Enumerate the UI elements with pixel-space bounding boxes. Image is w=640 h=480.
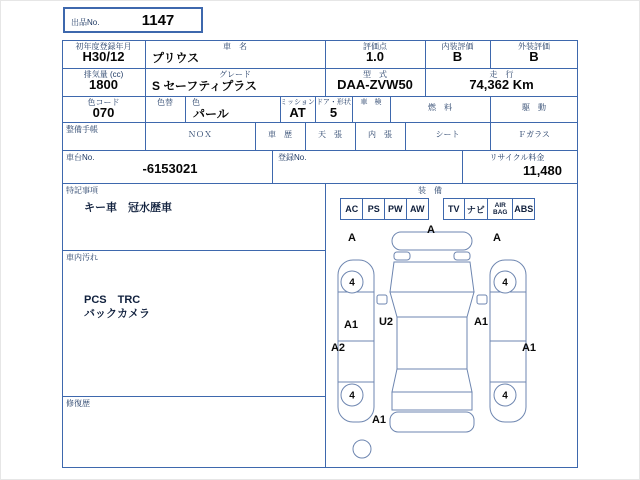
equipment-airbag: AIR BAG [487,199,512,219]
color-change-label: 色替 [157,98,173,107]
transmission-value: AT [289,105,306,120]
windshield [390,292,474,317]
car-name-value: プリウス [152,51,200,65]
headliner-label: 天 張 [318,130,342,139]
front-glass-label: Ｆガラス [518,130,550,139]
equipment-ac: AC [345,204,359,214]
registration-no-label: 登録No. [278,153,307,162]
car-history-label: 車 歴 [268,130,292,139]
mark-left-door-front: A1 [343,318,359,331]
equipment-navi: ナビ [464,199,487,219]
trunk [392,392,472,410]
equipment-label: 装 備 [418,186,442,195]
grade-label: グレード [219,70,251,79]
interior-dirt-label: 車内汚れ [66,253,98,262]
equipment-group-1 [340,198,429,220]
equipment-tv: TV [448,204,460,214]
score-value: 1.0 [365,49,385,64]
rear-window [392,369,472,392]
model-code-value: DAA-ZVW50 [337,77,413,92]
headlight-right [454,252,470,260]
mark-front-center: A [427,223,435,236]
displacement-label: 排気量 (cc) [83,70,124,79]
color-code-value: 070 [92,105,115,120]
mirror-left [377,295,387,304]
color-code-label: 色コード [87,98,120,107]
equipment-aw: AW [406,199,428,219]
displacement-value: 1800 [89,77,118,92]
rear-bumper [390,412,474,432]
score-label: 評価点 [363,42,387,51]
roof [397,317,467,369]
mark-tire-front-left: 4 [349,277,355,289]
mark-right-door-front: A1 [473,315,489,328]
recycle-fee-label: リサイクル料金 [489,153,545,162]
lot-number-label: 出品No. [71,18,100,27]
special-notes-text: キー車 冠水歴車 [84,202,172,214]
fuel-label: 燃 料 [428,103,452,112]
mark-right-outer: A1 [521,341,537,354]
interior-dirt-line1: PCS TRC [84,294,141,306]
exterior-grade-value: B [529,49,539,64]
grade-value: S セーフティプラス [152,79,257,93]
mark-front-right: A [493,231,501,244]
first-registration-value: H30/12 [82,49,125,64]
nox-label: ＮＯＸ [188,130,212,139]
special-notes-label: 特記事項 [66,186,98,195]
lot-number-box [63,7,203,33]
car-damage-diagram [330,222,545,465]
equipment-pw: PW [384,199,406,219]
mark-left-outer: A2 [330,341,346,354]
recycle-fee-value: 11,480 [522,163,562,178]
inspection-label: 車 検 [360,99,382,106]
spare-wheel [353,440,371,458]
mark-tire-rear-left: 4 [349,390,355,402]
interior-dirt-line2: バックカメラ [84,308,150,320]
lot-number-value: 1147 [141,12,175,29]
doors-shape-value: 5 [329,105,338,120]
mileage-label: 走 行 [489,70,514,79]
seat-label: シート [435,130,460,139]
door-trim-label: 内 張 [368,130,392,139]
mark-hood-left: U2 [378,315,394,328]
car-name-label: 車 名 [223,42,247,51]
mirror-right [477,295,487,304]
transmission-label: ミッション [280,99,315,106]
mark-tire-rear-right: 4 [502,390,508,402]
maintenance-book-label: 整備手帳 [66,125,98,134]
hood [390,262,474,292]
chassis-no-value: -6153021 [142,161,198,176]
mark-front-left: A [348,231,356,244]
model-code-label: 型 式 [363,70,387,79]
chassis-no-label: 車台No. [66,153,95,162]
equipment-ps: PS [362,199,384,219]
mark-rear-left: A1 [371,413,387,426]
interior-grade-value: B [452,49,463,64]
mileage-value: 74,362 Km [469,77,534,92]
equipment-abs: ABS [512,199,534,219]
color-value: パール [193,107,229,121]
equipment-group-2 [443,198,535,220]
color-label: 色 [192,98,200,107]
mark-tire-front-right: 4 [502,277,508,289]
first-registration-label: 初年度登録年月 [75,42,132,51]
drive-label: 駆 動 [522,103,546,112]
headlight-left [394,252,410,260]
repair-history-label: 修復歴 [66,399,90,408]
doors-shape-label: ドア・形状 [316,99,351,106]
interior-grade-label: 内装評価 [441,42,474,51]
exterior-grade-label: 外装評価 [518,42,550,51]
